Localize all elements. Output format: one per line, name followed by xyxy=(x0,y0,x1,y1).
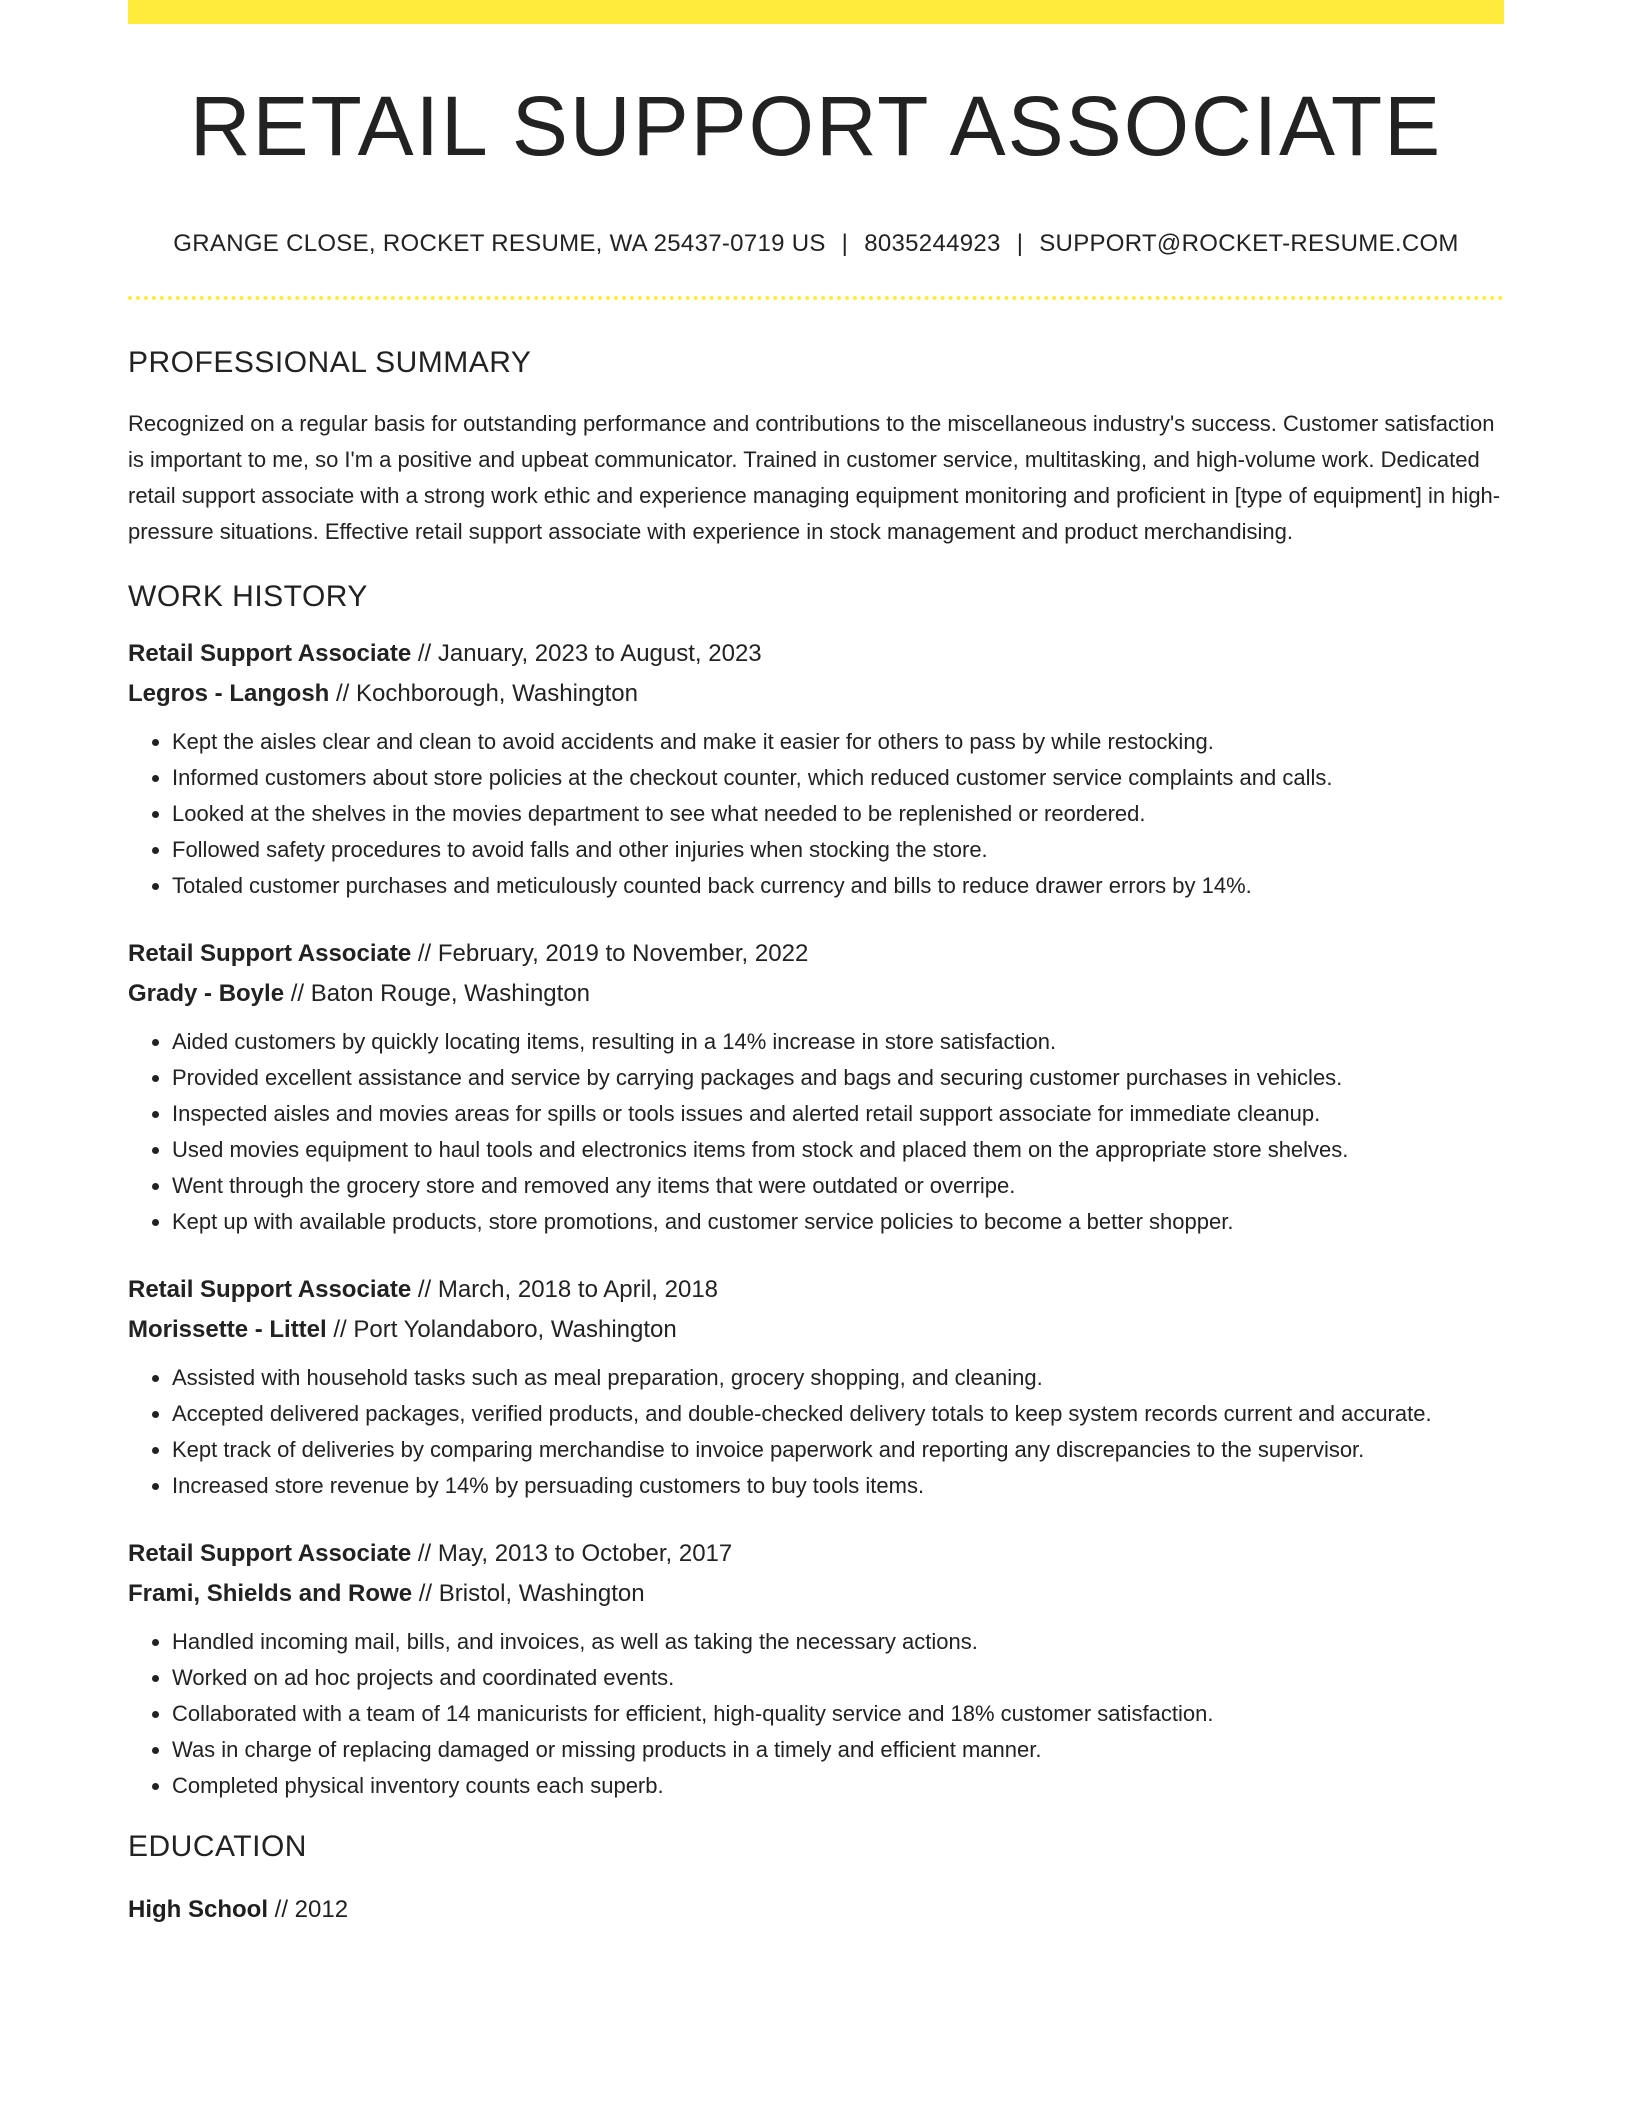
job-entry xyxy=(128,1534,1504,1804)
section-title-work: WORK HISTORY xyxy=(128,580,368,613)
top-accent-bar xyxy=(128,0,1504,24)
job-entry xyxy=(128,934,1504,1240)
job-location: // Port Yolandaboro, Washington xyxy=(326,1316,677,1343)
job-role: Retail Support Associate xyxy=(128,940,412,967)
education-year: // 2012 xyxy=(268,1896,349,1923)
job-bullet: • Aided customers by quickly locating items, resulting in a 14% increase in store satisfaction. xyxy=(172,1024,1504,1060)
job-bullet: • Informed customers about store policies at the checkout counter, which reduced customer service complaints and calls. xyxy=(172,760,1504,796)
job-bullet: • Handled incoming mail, bills, and invoices, as well as taking the necessary actions. xyxy=(172,1624,1504,1660)
contact-separator: | xyxy=(841,230,849,257)
job-company-line xyxy=(128,1310,1504,1350)
job-company-line xyxy=(128,1574,1504,1614)
section-title-education: EDUCATION xyxy=(128,1830,307,1863)
job-role: Retail Support Associate xyxy=(128,640,412,667)
job-bullet: • Kept track of deliveries by comparing merchandise to invoice paperwork and reporting any discrepancies to the supervisor. xyxy=(172,1432,1504,1468)
job-bullet: • Worked on ad hoc projects and coordinated events. xyxy=(172,1660,1504,1696)
job-company: Frami, Shields and Rowe xyxy=(128,1580,413,1607)
job-bullet: • Used movies equipment to haul tools and electronics items from stock and placed them on the appropriate store shelves. xyxy=(172,1132,1504,1168)
job-role: Retail Support Associate xyxy=(128,1276,412,1303)
job-entry xyxy=(128,1270,1504,1504)
resume-title: RETAIL SUPPORT ASSOCIATE xyxy=(189,79,1443,173)
job-bullet: • Kept up with available products, store promotions, and customer service policies to become a better shopper. xyxy=(172,1204,1504,1240)
job-company-line xyxy=(128,974,1504,1014)
contact-email: SUPPORT@ROCKET-RESUME.COM xyxy=(1039,230,1459,257)
job-bullet: • Accepted delivered packages, verified products, and double-checked delivery totals to keep system records current and accurate. xyxy=(172,1396,1504,1432)
job-location: // Kochborough, Washington xyxy=(329,680,638,707)
job-bullet: • Assisted with household tasks such as meal preparation, grocery shopping, and cleaning. xyxy=(172,1360,1504,1396)
job-dates: // January, 2023 to August, 2023 xyxy=(411,640,762,667)
contact-address: GRANGE CLOSE, ROCKET RESUME, WA 25437-0719 US xyxy=(173,230,826,257)
job-dates: // May, 2013 to October, 2017 xyxy=(411,1540,733,1567)
job-role: Retail Support Associate xyxy=(128,1540,412,1567)
education-school: High School xyxy=(128,1896,268,1923)
job-bullet: • Was in charge of replacing damaged or missing products in a timely and efficient manner. xyxy=(172,1732,1504,1768)
contact-phone: 8035244923 xyxy=(864,230,1001,257)
job-location: // Baton Rouge, Washington xyxy=(284,980,591,1007)
education-entry xyxy=(128,1890,1504,1930)
resume-page xyxy=(128,0,1504,1930)
job-company: Morissette - Littel xyxy=(128,1316,327,1343)
work-history-list xyxy=(128,634,1504,1804)
job-bullet: • Collaborated with a team of 14 manicurists for efficient, high-quality service and 18% customer satisfaction. xyxy=(172,1696,1504,1732)
job-bullet-list xyxy=(128,1624,1504,1804)
job-bullet: • Increased store revenue by 14% by persuading customers to buy tools items. xyxy=(172,1468,1504,1504)
job-bullet: • Inspected aisles and movies areas for spills or tools issues and alerted retail support associate for immediate cleanup. xyxy=(172,1096,1504,1132)
job-bullet: • Followed safety procedures to avoid falls and other injuries when stocking the store. xyxy=(172,832,1504,868)
job-dates: // February, 2019 to November, 2022 xyxy=(411,940,809,967)
job-bullet: • Totaled customer purchases and meticulously counted back currency and bills to reduce drawer errors by 14%. xyxy=(172,868,1504,904)
section-title-summary: PROFESSIONAL SUMMARY xyxy=(128,346,532,379)
job-company-line xyxy=(128,674,1504,714)
job-bullet: • Went through the grocery store and removed any items that were outdated or overripe. xyxy=(172,1168,1504,1204)
contact-separator: | xyxy=(1016,230,1024,257)
job-bullet: • Completed physical inventory counts each superb. xyxy=(172,1768,1504,1804)
job-entry xyxy=(128,634,1504,904)
job-role-line xyxy=(128,634,1504,674)
job-bullet-list xyxy=(128,724,1504,904)
job-bullet-list xyxy=(128,1024,1504,1240)
contact-line xyxy=(128,230,1504,258)
job-dates: // March, 2018 to April, 2018 xyxy=(411,1276,719,1303)
job-role-line xyxy=(128,1270,1504,1310)
job-role-line xyxy=(128,1534,1504,1574)
job-bullet-list xyxy=(128,1360,1504,1504)
job-bullet: • Provided excellent assistance and service by carrying packages and bags and securing customer purchases in vehicles. xyxy=(172,1060,1504,1096)
dotted-divider xyxy=(128,296,1504,300)
job-bullet: • Kept the aisles clear and clean to avoid accidents and make it easier for others to pass by while restocking. xyxy=(172,724,1504,760)
job-company: Legros - Langosh xyxy=(128,680,330,707)
job-location: // Bristol, Washington xyxy=(412,1580,645,1607)
summary-text: Recognized on a regular basis for outstanding performance and contributions to the miscellaneous industry's success. Customer satisfaction is important to me, so I'm a positive and upbeat communicator. Trained in customer service, multitasking, and high-volume work. Dedicated retail support associate with a strong work ethic and experience managing equipment monitoring and proficient in [type of equipment] in high-pressure situations. Effective retail support associate with experience in stock management and product merchandising. xyxy=(128,411,1501,544)
job-bullet: • Looked at the shelves in the movies department to see what needed to be replenished or reordered. xyxy=(172,796,1504,832)
job-company: Grady - Boyle xyxy=(128,980,285,1007)
job-role-line xyxy=(128,934,1504,974)
